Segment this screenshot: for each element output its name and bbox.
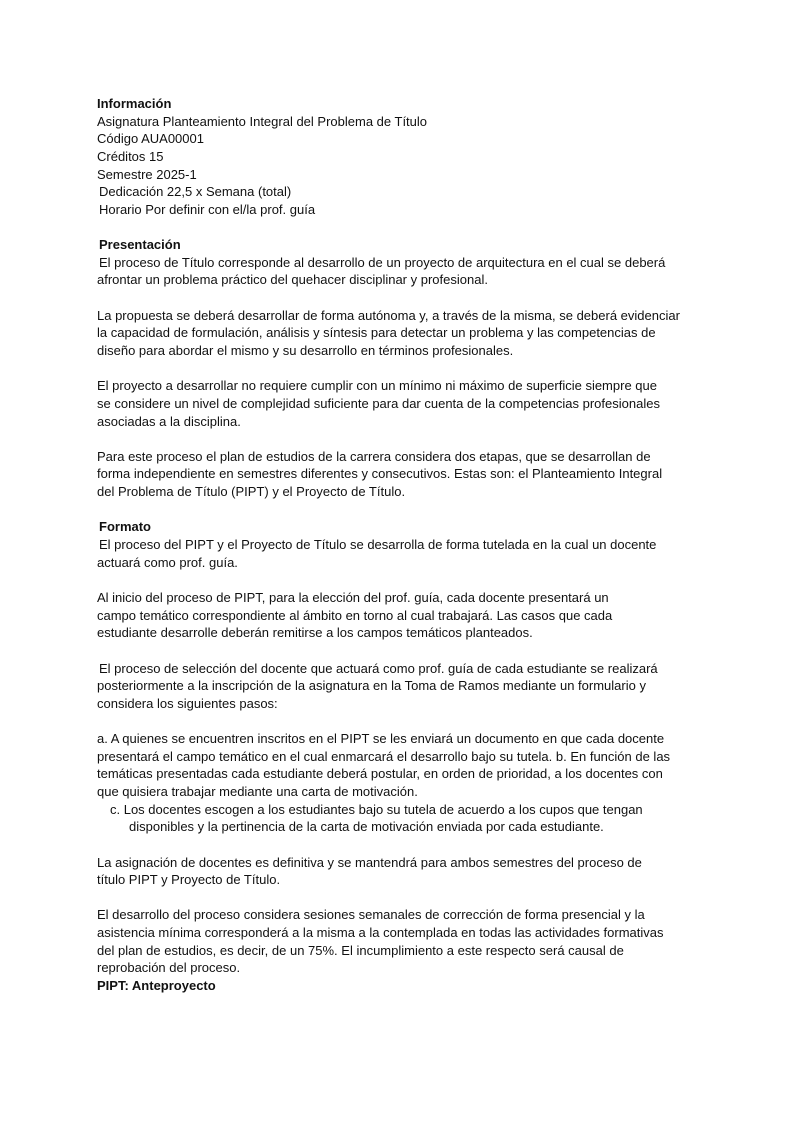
paragraph-line: afrontar un problema práctico del quehacer disciplinar y profesional. (97, 272, 488, 288)
step-a-b: que quisiera trabajar mediante una carta de motivación. (97, 783, 418, 799)
paragraph-line: El proceso de selección del docente que actuará como prof. guía de cada estudiante se realizará (99, 660, 658, 676)
heading-formato: Formato (99, 519, 151, 535)
step-a-b: a. A quienes se encuentren inscritos en el PIPT se les enviará un documento en que cada docente (97, 731, 665, 747)
step-a-b: temáticas presentadas cada estudiante deberá postular, en orden de prioridad, a los docentes con (97, 766, 663, 782)
paragraph-line: del plan de estudios, es decir, de un 75%. El incumplimiento a este respecto será causal de (97, 942, 624, 958)
step-c: c. Los docentes escogen a los estudiantes bajo su tutela de acuerdo a los cupos que tengan (110, 801, 643, 817)
paragraph-line: El proceso del PIPT y el Proyecto de Título se desarrolla de forma tutelada en la cual un docente (99, 537, 657, 553)
paragraph-line: reprobación del proceso. (97, 960, 241, 976)
step-c: disponibles y la pertinencia de la carta de motivación enviada por cada estudiante. (129, 819, 604, 835)
paragraph-line: actuará como prof. guía. (97, 554, 238, 570)
heading-pipt-anteproyecto: PIPT: Anteproyecto (97, 978, 216, 994)
paragraph-line: Para este proceso el plan de estudios de la carrera considera dos etapas, que se desarrollan de (97, 448, 651, 464)
paragraph-line: se considere un nivel de complejidad suficiente para dar cuenta de la competencias profesionales (97, 395, 660, 411)
paragraph-line: La propuesta se deberá desarrollar de forma autónoma y, a través de la misma, se deberá evidenciar (97, 307, 680, 323)
info-horario: Horario Por definir con el/la prof. guía (99, 201, 316, 217)
info-creditos: Créditos 15 (97, 148, 164, 164)
paragraph-line: El proyecto a desarrollar no requiere cumplir con un mínimo ni máximo de superficie siempre que (97, 378, 657, 394)
paragraph-line: considera los siguientes pasos: (97, 695, 278, 711)
paragraph-line: El desarrollo del proceso considera sesiones semanales de corrección de forma presencial y la (97, 907, 645, 923)
info-dedicacion: Dedicación 22,5 x Semana (total) (99, 184, 292, 200)
info-asignatura: Asignatura Planteamiento Integral del Problema de Título (97, 113, 428, 129)
step-a-b: presentará el campo temático en el cual enmarcará el desarrollo bajo su tutela. b. En función de las (97, 748, 671, 764)
heading-presentacion: Presentación (99, 237, 181, 253)
info-semestre: Semestre 2025-1 (97, 166, 197, 182)
paragraph-line: asistencia mínima corresponderá a la misma a la contemplada en todas las actividades formativas (97, 925, 664, 941)
paragraph-line: título PIPT y Proyecto de Título. (97, 872, 281, 888)
document-page (97, 95, 717, 995)
paragraph-line: estudiante desarrolle deberán remitirse a los campos temáticos planteados. (97, 625, 533, 641)
paragraph-line: campo temático correspondiente al ámbito en torno al cual trabajará. Las casos que cada (97, 607, 613, 623)
paragraph-line: la capacidad de formulación, análisis y síntesis para detectar un problema y las competencias de (97, 325, 656, 341)
paragraph-line: El proceso de Título corresponde al desarrollo de un proyecto de arquitectura en el cual se deberá (99, 254, 666, 270)
info-codigo: Código AUA00001 (97, 131, 204, 147)
paragraph-line: posteriormente a la inscripción de la asignatura en la Toma de Ramos mediante un formulario y (97, 678, 646, 694)
paragraph-line: del Problema de Título (PIPT) y el Proyecto de Título. (97, 484, 406, 500)
paragraph-line: asociadas a la disciplina. (97, 413, 241, 429)
paragraph-line: La asignación de docentes es definitiva y se mantendrá para ambos semestres del proceso de (97, 854, 642, 870)
paragraph-line: diseño para abordar el mismo y su desarrollo en términos profesionales. (97, 342, 514, 358)
paragraph-line: Al inicio del proceso de PIPT, para la elección del prof. guía, cada docente presentará un (97, 589, 609, 605)
paragraph-line: forma independiente en semestres diferentes y consecutivos. Estas son: el Planteamiento Integral (97, 466, 663, 482)
heading-informacion: Información (97, 96, 172, 111)
